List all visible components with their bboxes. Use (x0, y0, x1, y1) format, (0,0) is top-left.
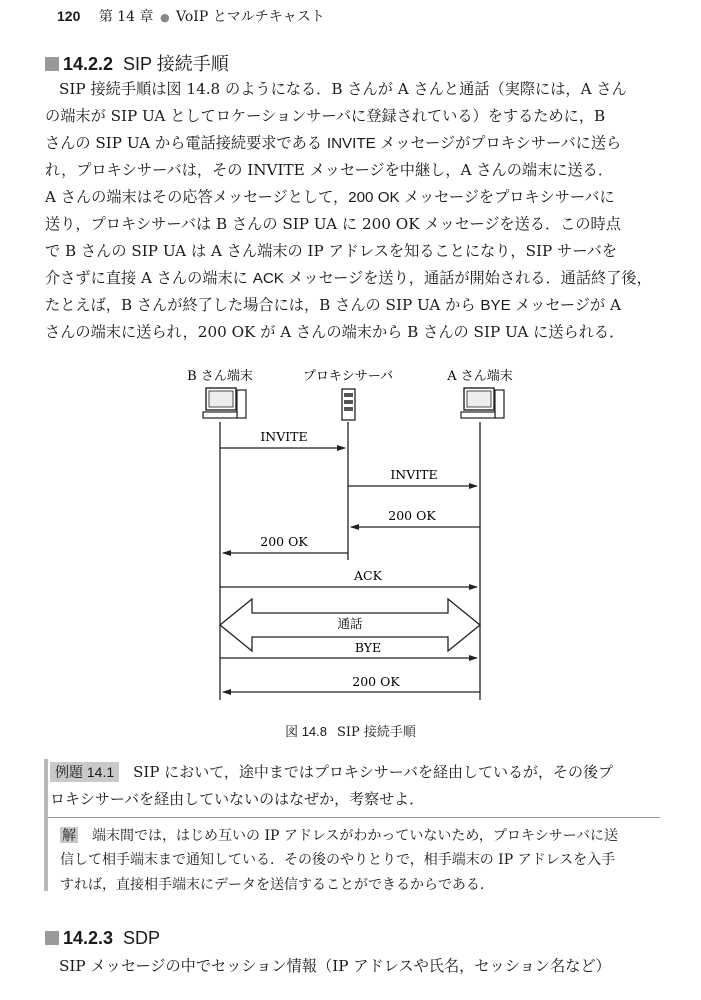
figure-caption-text: SIP 接続手順 (337, 725, 416, 740)
sip-sequence-diagram (180, 362, 520, 707)
chapter-number: 第 14 章 (98, 9, 154, 25)
paragraph-text: さんの SIP UA から電話接続要求である (45, 134, 327, 152)
example-answer-line: 信して相手端末まで通知している．その後のやりとりで，相手端末の IP アドレスを入手 (60, 852, 616, 868)
body-paragraph-2 (45, 953, 661, 980)
paragraph-text: の端末が SIP UA としてロケーションサーバに登録されている）をするために，B (45, 107, 606, 125)
pc-terminal-icon-b (203, 388, 246, 418)
paragraph-text: が A (589, 296, 621, 314)
paragraph-text: SIP メッセージの中でセッション情報（IP アドレスや氏名，セッション名など） (59, 957, 611, 975)
paragraph-text: がプロキシサーバに送ら (455, 134, 622, 152)
emphasized-term: 200 OK メッセージ (348, 189, 479, 206)
paragraph-line (45, 211, 661, 238)
example-tag: 例題 14.1 (50, 762, 119, 782)
paragraph-text: で B さんの SIP UA は A さん端末の IP アドレスを知ることになり，SIP サーバを (45, 242, 618, 260)
section-title: SIP 接続手順 (123, 54, 229, 74)
emphasized-term: ACK メッセージ (252, 270, 364, 287)
label-bye: BYE (354, 640, 382, 655)
body-paragraph-1 (45, 76, 661, 346)
server-icon-proxy (342, 389, 355, 420)
example-answer-text-1: 端末間では，はじめ互いの IP アドレスがわかっていないため，プロキシサーバに送 (92, 828, 619, 844)
paragraph-text: たとえば，B さんが終了した場合には，B さんの SIP UA から (45, 296, 481, 314)
paragraph-text: A さんの端末はその応答メッセージとして， (45, 188, 349, 206)
paragraph-line (45, 130, 661, 157)
label-invite-2: INVITE (390, 467, 438, 482)
paragraph-text: さんの端末に送られ，200 OK が A さんの端末から B さんの SIP UA に送られる． (45, 323, 625, 341)
paragraph-text: れ，プロキシサーバは，その INVITE メッセージを中継し，A さんの端末に送る． (45, 161, 614, 179)
emphasized-term: BYE メッセージ (480, 297, 590, 314)
example-answer (60, 823, 660, 898)
section-title: SDP (123, 928, 161, 948)
emphasized-term: INVITE メッセージ (326, 135, 456, 152)
entity-label-a-terminal: A さん端末 (447, 369, 513, 384)
separator-dot-icon: ● (159, 11, 170, 24)
paragraph-line (45, 238, 661, 265)
section-number: 14.2.3 (63, 928, 114, 948)
pc-terminal-icon-a (461, 388, 504, 418)
example-question-line (50, 759, 662, 786)
paragraph-text: SIP 接続手順は図 14.8 のようになる．B さんが A さんと通話（実際には，A さん (59, 80, 627, 98)
paragraph-text: をプロキシサーバに (478, 188, 615, 206)
label-invite-1: INVITE (260, 429, 308, 444)
paragraph-line (45, 184, 661, 211)
section-number: 14.2.2 (63, 54, 114, 74)
paragraph-line (45, 76, 661, 103)
example-answer-line (60, 823, 660, 848)
label-200ok-1: 200 OK (388, 508, 436, 523)
example-answer-line: すれば，直接相手端末にデータを送信することができるからである． (60, 877, 494, 893)
page-number: 120 (57, 8, 81, 24)
figure-caption (0, 721, 701, 740)
paragraph-text: 介さずに直接 A さんの端末に (45, 269, 253, 287)
paragraph-text: 送り，プロキシサーバは B さんの SIP UA に 200 OK メッセージを送る．この時点 (45, 215, 621, 233)
label-ack: ACK (354, 568, 382, 583)
example-question-text-1: SIP において，途中まではプロキシサーバを経由しているが，その後プ (133, 763, 614, 781)
paragraph-line (45, 953, 661, 980)
section-marker-icon (45, 57, 59, 71)
section-marker-icon (45, 931, 59, 945)
label-200ok-3: 200 OK (352, 674, 400, 689)
figure-caption-label: 図 14.8 (285, 724, 327, 739)
chapter-title: VoIP とマルチキャスト (176, 9, 325, 25)
label-200ok-2: 200 OK (260, 534, 308, 549)
entity-label-proxy-server: プロキシサーバ (302, 369, 394, 384)
paragraph-line (45, 292, 661, 319)
section-heading-14-2-2 (45, 50, 229, 76)
example-box (44, 759, 664, 891)
example-question-line: ロキシサーバを経由していないのはなぜか，考察せよ． (50, 790, 425, 808)
example-question (50, 759, 662, 813)
paragraph-text: を送り，通話が開始される．通話終了後， (363, 269, 652, 287)
label-call: 通話 (337, 616, 363, 631)
paragraph-line (45, 265, 661, 292)
running-header (57, 6, 325, 26)
example-divider (48, 817, 660, 818)
section-heading-14-2-3 (45, 928, 160, 949)
answer-tag: 解 (62, 827, 76, 843)
entity-label-b-terminal: B さん端末 (187, 369, 253, 384)
paragraph-line (45, 103, 661, 130)
paragraph-line (45, 319, 661, 346)
paragraph-line (45, 157, 661, 184)
